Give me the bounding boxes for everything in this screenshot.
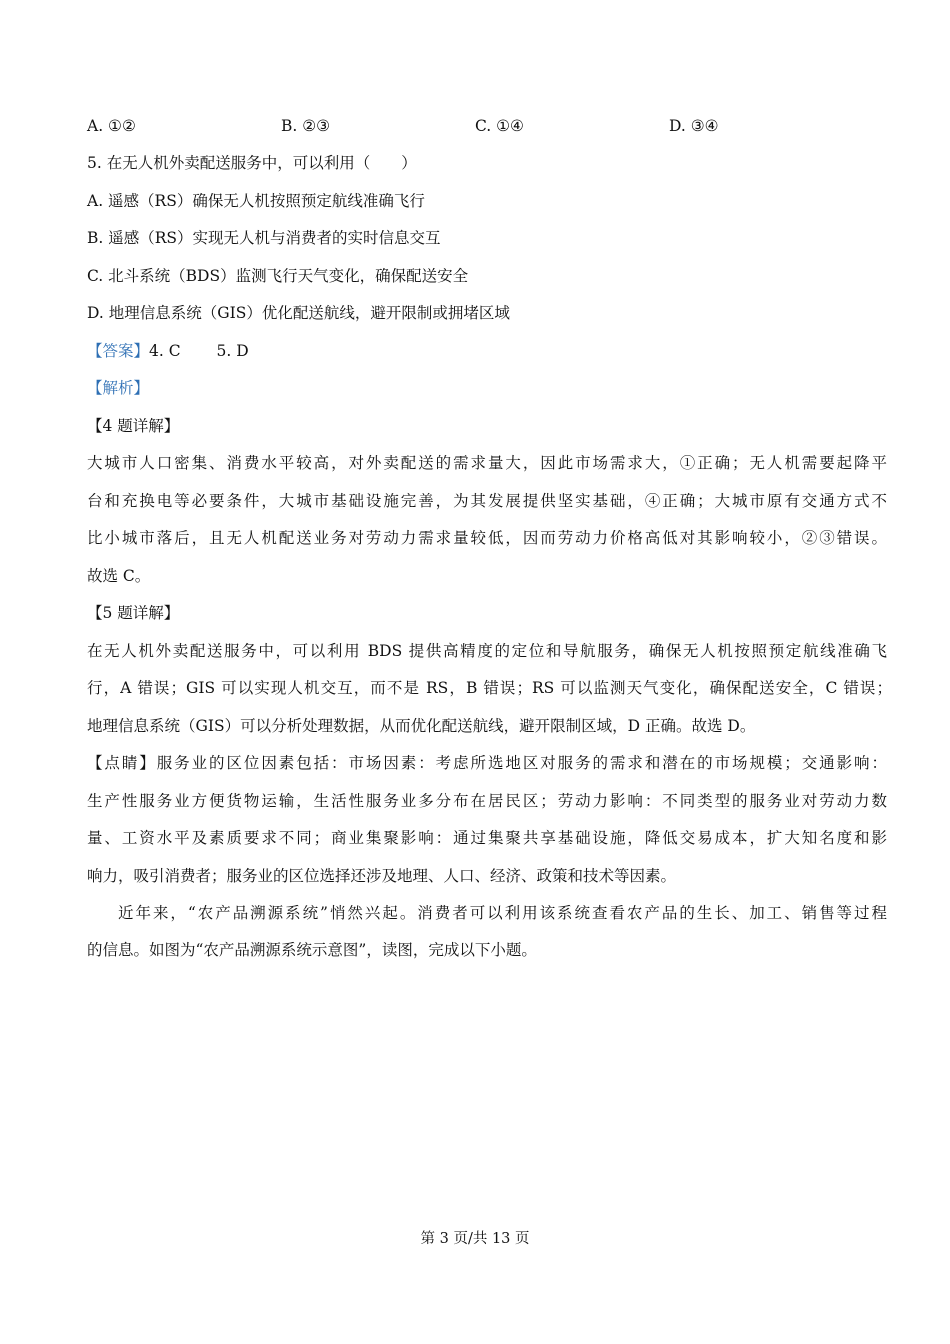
detail4-line: 比小城市落后，且无人机配送业务对劳动力需求量较低，因而劳动力价格高低对其影响较小，②③错误。 (87, 529, 887, 547)
q4-option-a: A. ①② (87, 117, 136, 135)
q5-option-c: C. 北斗系统（BDS）监测飞行天气变化，确保配送安全 (87, 267, 469, 285)
intro-line: 的信息。如图为“农产品溯源系统示意图”，读图，完成以下小题。 (87, 941, 537, 959)
comment-line: 生产性服务业方便货物运输，生活性服务业多分布在居民区；劳动力影响：不同类型的服务业对劳动力数 (87, 792, 887, 810)
q4-option-c: C. ①④ (475, 117, 524, 135)
comment-line: 响力，吸引消费者；服务业的区位选择还涉及地理、人口、经济、政策和技术等因素。 (87, 867, 677, 885)
page-footer: 第 3 页/共 13 页 (420, 1231, 530, 1247)
comment-line-first (87, 753, 887, 773)
detail5-line: 地理信息系统（GIS）可以分析处理数据，从而优化配送航线，避开限制区域，D 正确。故选 D。 (87, 717, 756, 735)
q4-option-b: B. ②③ (281, 117, 331, 135)
detail5-line: 在无人机外卖配送服务中，可以利用 BDS 提供高精度的定位和导航服务，确保无人机按照预定航线准确飞 (87, 642, 887, 660)
comment-text: 服务业的区位因素包括：市场因素：考虑所选地区对服务的需求和潜在的市场规模；交通影响： (156, 754, 887, 772)
comment-line: 量、工资水平及素质要求不同；商业集聚影响：通过集聚共享基础设施，降低交易成本，扩大知名度和影 (87, 829, 887, 847)
answer-label: 【答案】 (87, 342, 150, 360)
q4-option-d: D. ③④ (669, 117, 719, 135)
analysis-label: 【解析】 (87, 379, 150, 397)
detail4-line: 台和充换电等必要条件，大城市基础设施完善，为其发展提供坚实基础，④正确；大城市原有交通方式不 (87, 492, 887, 510)
answer-line (87, 341, 249, 361)
q5-option-b: B. 遥感（RS）实现无人机与消费者的实时信息交互 (87, 229, 441, 247)
detail5-heading: 【5 题详解】 (87, 604, 180, 622)
q5-option-a: A. 遥感（RS）确保无人机按照预定航线准确飞行 (87, 192, 425, 210)
comment-label: 【点睛】 (87, 754, 157, 772)
answer-text: 4. C 5. D (149, 342, 249, 360)
detail4-heading: 【4 题详解】 (87, 417, 180, 435)
q5-stem: 5. 在无人机外卖配送服务中，可以利用（ ） (87, 154, 417, 172)
detail4-line: 大城市人口密集、消费水平较高，对外卖配送的需求量大，因此市场需求大，①正确；无人机需要起降平 (87, 454, 887, 472)
detail4-line: 故选 C。 (87, 567, 151, 585)
detail5-line: 行，A 错误；GIS 可以实现人机交互，而不是 RS，B 错误；RS 可以监测天气变化，确保配送安全，C 错误； (87, 679, 892, 697)
q5-option-d: D. 地理信息系统（GIS）优化配送航线，避开限制或拥堵区域 (87, 304, 510, 322)
intro-line: 近年来，“农产品溯源系统”悄然兴起。消费者可以利用该系统查看农产品的生长、加工、销售等过程 (118, 904, 887, 922)
